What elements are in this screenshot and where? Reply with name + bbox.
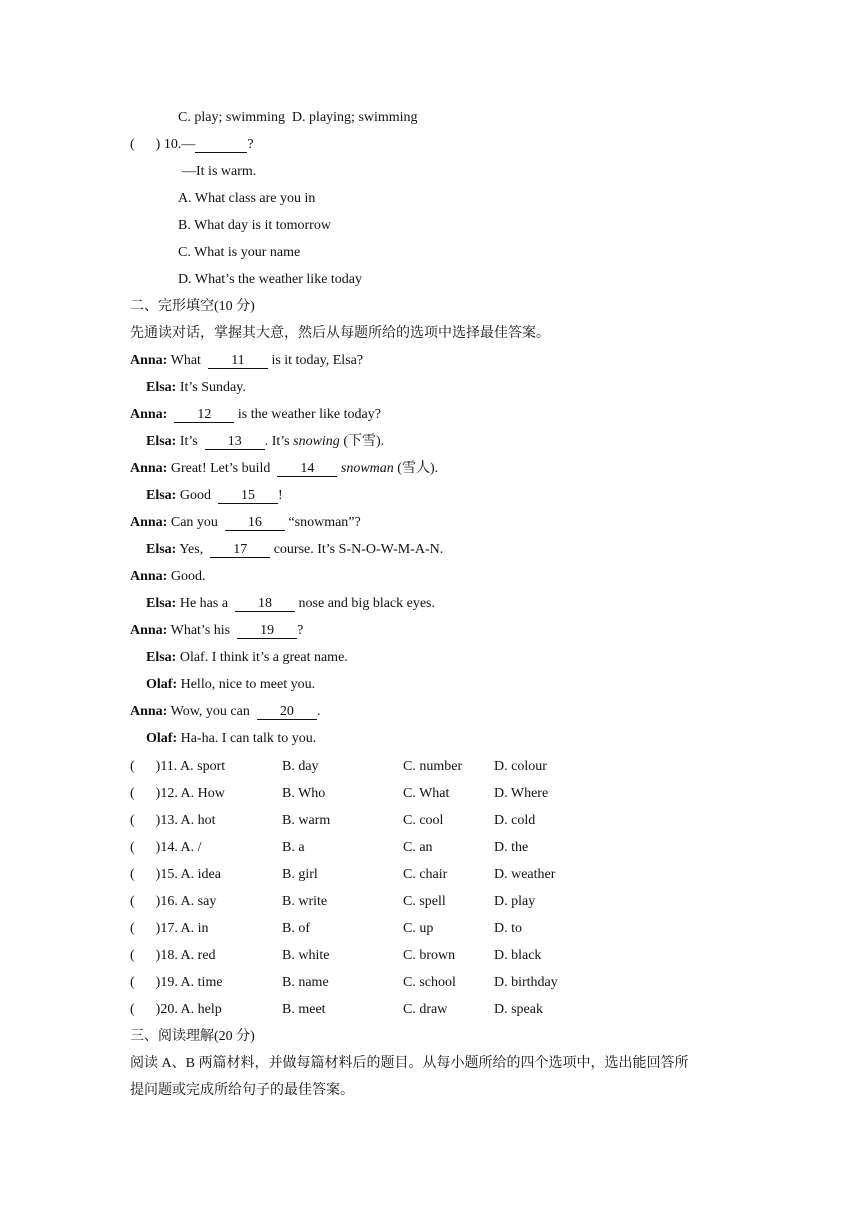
question-option-a: ( )11. A. sport (130, 759, 226, 774)
answer-blank[interactable]: 16 (225, 515, 285, 531)
q10-option-a: A. What class are you in (178, 191, 316, 206)
dialogue-text: . It’s (264, 434, 294, 449)
question-option-b: B. warm (282, 813, 331, 828)
speaker-name: Olaf: (146, 731, 178, 746)
speaker-name: Anna: (130, 407, 168, 422)
dialogue-line (130, 460, 438, 478)
dialogue-text: “snowman”? (284, 515, 361, 530)
question-option-b: B. of (282, 921, 310, 936)
dialogue-line (130, 568, 205, 586)
answer-blank[interactable]: 17 (210, 542, 270, 558)
dialogue-text: nose and big black eyes. (295, 596, 436, 611)
section3-title: 三、阅读理解(20 分) (130, 1029, 255, 1044)
section3-instructions-1: 阅读 A、B 两篇材料，并做每篇材料后的题目。从每小题所给的四个选项中，选出能回答所 (130, 1056, 689, 1071)
question-option-d: D. play (494, 894, 536, 909)
speaker-name: Elsa: (146, 596, 177, 611)
dialogue-line (146, 649, 348, 667)
q10-stem (130, 136, 254, 154)
question-option-c: C. up (403, 921, 434, 936)
dialogue-text: Olaf. I think it’s a great name. (176, 650, 348, 665)
dialogue-text: What (167, 353, 205, 368)
question-option-b: B. write (282, 894, 328, 909)
question-option-d: D. Where (494, 786, 549, 801)
dialogue-text: (下雪). (339, 434, 385, 449)
speaker-name: Elsa: (146, 542, 177, 557)
answer-blank[interactable]: 12 (174, 407, 234, 423)
answer-blank[interactable]: 18 (235, 596, 295, 612)
dialogue-text: Ha-ha. I can talk to you. (177, 731, 317, 746)
question-option-b: B. day (282, 759, 319, 774)
dialogue-text: ! (277, 488, 283, 503)
question-option-c: C. an (403, 840, 433, 855)
dialogue-text: is the weather like today? (234, 407, 381, 422)
question-option-b: B. a (282, 840, 305, 855)
dialogue-text: Good. (167, 569, 206, 584)
q9-options-cd: C. play; swimming D. playing; swimming (178, 110, 418, 125)
speaker-name: Elsa: (146, 650, 177, 665)
q10-option-b: B. What day is it tomorrow (178, 218, 331, 233)
italic-word: snowman (340, 461, 394, 476)
section3-instructions-2: 提问题或完成所给句子的最佳答案。 (130, 1083, 354, 1098)
dialogue-line (146, 379, 246, 397)
dialogue-text: Yes, (176, 542, 207, 557)
dialogue-line (146, 595, 435, 613)
answer-blank[interactable]: 13 (205, 434, 265, 450)
dialogue-line (130, 352, 363, 370)
question-option-c: C. school (403, 975, 456, 990)
dialogue-line (130, 622, 303, 640)
answer-blank[interactable]: 15 (218, 488, 278, 504)
dialogue-line (130, 406, 381, 424)
dialogue-line (146, 487, 283, 505)
question-option-c: C. draw (403, 1002, 448, 1017)
question-option-d: D. cold (494, 813, 536, 828)
question-option-c: C. spell (403, 894, 446, 909)
dialogue-text: It’s (176, 434, 202, 449)
speaker-name: Elsa: (146, 380, 177, 395)
speaker-name: Elsa: (146, 434, 177, 449)
question-option-c: C. number (403, 759, 463, 774)
answer-blank[interactable]: 19 (237, 623, 297, 639)
question-option-d: D. colour (494, 759, 547, 774)
question-option-b: B. white (282, 948, 330, 963)
q10-prefix: ( ) 10.— (130, 137, 196, 152)
speaker-name: Anna: (130, 461, 168, 476)
question-option-a: ( )14. A. / (130, 840, 202, 855)
question-option-d: D. speak (494, 1002, 543, 1017)
question-option-b: B. name (282, 975, 329, 990)
dialogue-text: Can you (167, 515, 222, 530)
question-option-d: D. black (494, 948, 542, 963)
dialogue-text: Great! Let’s build (167, 461, 274, 476)
question-option-c: C. cool (403, 813, 444, 828)
dialogue-text: (雪人). (393, 461, 439, 476)
dialogue-line (146, 433, 384, 451)
dialogue-line (146, 730, 316, 748)
speaker-name: Anna: (130, 623, 168, 638)
section2-instructions: 先通读对话，掌握其大意，然后从每题所给的选项中选择最佳答案。 (130, 326, 550, 341)
dialogue-text: . (316, 704, 321, 719)
question-option-d: D. birthday (494, 975, 558, 990)
dialogue-line (146, 541, 443, 559)
question-option-a: ( )15. A. idea (130, 867, 221, 882)
q10-option-c: C. What is your name (178, 245, 301, 260)
question-option-c: C. What (403, 786, 450, 801)
question-option-a: ( )16. A. say (130, 894, 217, 909)
dialogue-text: Hello, nice to meet you. (177, 677, 316, 692)
question-option-c: C. chair (403, 867, 448, 882)
q10-blank (195, 137, 247, 153)
question-option-c: C. brown (403, 948, 456, 963)
question-option-a: ( )18. A. red (130, 948, 216, 963)
dialogue-line (130, 514, 361, 532)
speaker-name: Anna: (130, 569, 168, 584)
speaker-name: Anna: (130, 704, 168, 719)
question-option-d: D. the (494, 840, 529, 855)
speaker-name: Anna: (130, 353, 168, 368)
dialogue-line (130, 703, 320, 721)
italic-word: snowing (293, 434, 340, 449)
dialogue-text: What’s his (167, 623, 234, 638)
q10-option-d: D. What’s the weather like today (178, 272, 363, 287)
dialogue-text: Good (176, 488, 215, 503)
speaker-name: Olaf: (146, 677, 178, 692)
dialogue-text: Wow, you can (167, 704, 254, 719)
dialogue-text: He has a (176, 596, 232, 611)
question-option-a: ( )13. A. hot (130, 813, 216, 828)
q10-answer: —It is warm. (182, 164, 257, 179)
dialogue-text: ? (297, 623, 304, 638)
speaker-name: Elsa: (146, 488, 177, 503)
dialogue-text: course. It’s S-N-O-W-M-A-N. (270, 542, 444, 557)
question-option-a: ( )19. A. time (130, 975, 223, 990)
section2-title: 二、完形填空(10 分) (130, 299, 255, 314)
question-option-b: B. Who (282, 786, 326, 801)
question-option-b: B. meet (282, 1002, 326, 1017)
answer-blank[interactable]: 20 (257, 704, 317, 720)
q10-suffix: ? (247, 137, 254, 152)
question-option-a: ( )17. A. in (130, 921, 209, 936)
question-option-b: B. girl (282, 867, 318, 882)
question-option-d: D. weather (494, 867, 556, 882)
question-option-a: ( )12. A. How (130, 786, 225, 801)
dialogue-text: It’s Sunday. (176, 380, 246, 395)
answer-blank[interactable]: 14 (277, 461, 337, 477)
dialogue-text: is it today, Elsa? (267, 353, 364, 368)
question-option-d: D. to (494, 921, 522, 936)
speaker-name: Anna: (130, 515, 168, 530)
question-option-a: ( )20. A. help (130, 1002, 222, 1017)
dialogue-line (146, 676, 315, 694)
answer-blank[interactable]: 11 (208, 353, 268, 369)
